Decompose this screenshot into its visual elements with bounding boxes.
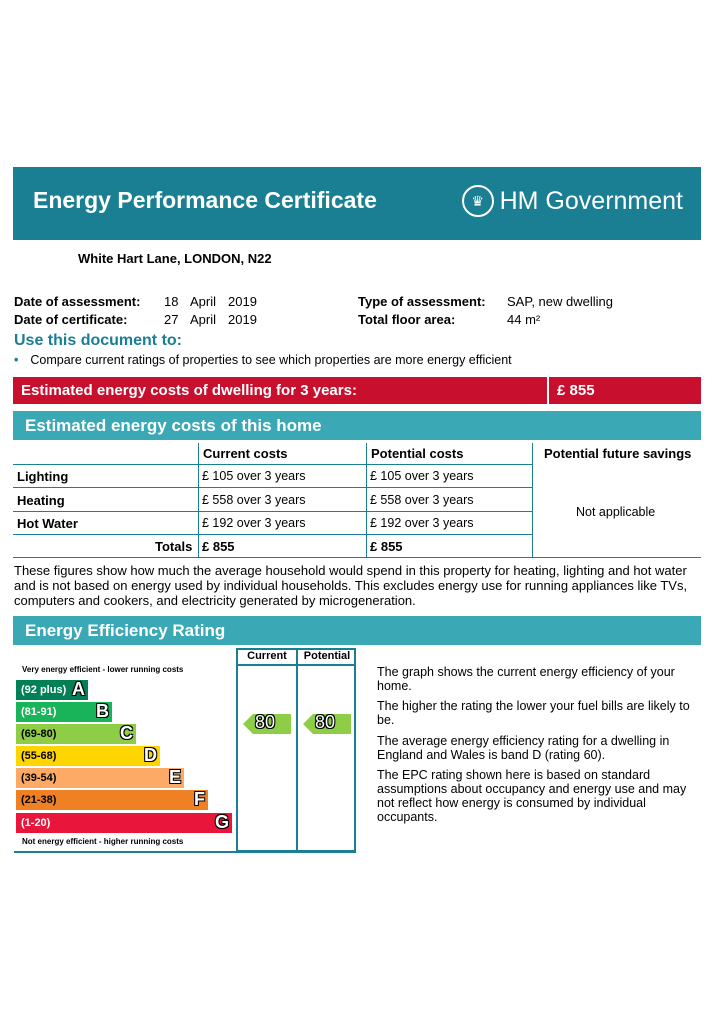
table-row-divider	[13, 511, 533, 512]
table-row-divider	[13, 464, 533, 465]
eer-text-3: The average energy efficiency rating for a dwelling in England and Wales is band D (rating 60).	[377, 734, 670, 762]
assessment-year: 2019	[228, 294, 257, 309]
rating-column-divider	[296, 648, 298, 852]
property-address: White Hart Lane, LONDON, N22	[78, 251, 272, 266]
band-e	[16, 768, 184, 788]
header-potential-costs: Potential costs	[371, 446, 464, 461]
table-row-divider	[13, 557, 701, 558]
band-a	[16, 680, 88, 700]
eer-text-1: The graph shows the current energy efficiency of your home.	[377, 665, 675, 693]
band-f	[16, 790, 208, 810]
estimated-cost-label: Estimated energy costs of dwelling for 3 years:	[21, 382, 357, 399]
row-label-hot-water: Hot Water	[17, 516, 78, 531]
band-b	[16, 702, 112, 722]
heating-current: £ 558 over 3 years	[202, 493, 306, 507]
band-a-letter: A	[72, 679, 85, 699]
chart-top-note: Very energy efficient - lower running costs	[22, 665, 184, 674]
header-future-savings: Potential future savings	[544, 446, 692, 461]
royal-crest-icon: ♛	[462, 185, 494, 217]
table-divider	[532, 443, 533, 558]
total-floor-area-value: 44 m²	[507, 312, 541, 327]
potential-rating-value: 80	[315, 712, 336, 732]
eer-text-2: The higher the rating the lower your fuel bills are likely to be.	[377, 699, 690, 727]
current-column-header: Current	[247, 650, 287, 662]
estimated-cost-value: £ 855	[557, 382, 595, 399]
heating-potential: £ 558 over 3 years	[370, 493, 474, 507]
lighting-current: £ 105 over 3 years	[202, 469, 306, 483]
hot-water-potential: £ 192 over 3 years	[370, 516, 474, 530]
estimated-cost-bar	[13, 377, 701, 404]
band-e-letter: E	[168, 767, 181, 787]
rating-bands	[16, 663, 236, 853]
table-divider	[198, 443, 199, 558]
type-of-assessment-label: Type of assessment:	[358, 294, 486, 309]
page-title: Energy Performance Certificate	[33, 187, 377, 213]
use-document-heading: Use this document to:	[14, 332, 183, 349]
chart-bottom-note: Not energy efficient - higher running costs	[22, 837, 184, 846]
total-floor-area-label: Total floor area:	[358, 312, 456, 327]
totals-label: Totals	[155, 539, 193, 554]
rating-header-divider	[236, 664, 356, 666]
assessment-day: 18	[164, 294, 179, 309]
band-c	[16, 724, 136, 744]
certificate-day: 27	[164, 312, 179, 327]
use-document-bullet	[14, 353, 512, 367]
bullet-text: Compare current ratings of properties to see which properties are more energy efficient	[30, 353, 512, 367]
band-f-range: (21-38)	[21, 794, 57, 806]
header-banner	[13, 167, 701, 240]
band-g	[16, 813, 232, 833]
eer-text-4: The EPC rating shown here is based on standard assumptions about occupancy and energy use and may not reflect how energy is consumed by individual occupants.	[377, 768, 687, 824]
band-g-range: (1-20)	[21, 817, 51, 829]
band-d-range: (55-68)	[21, 750, 57, 762]
date-of-certificate-label: Date of certificate:	[14, 312, 128, 327]
row-label-heating: Heating	[17, 493, 65, 508]
current-rating-value: 80	[255, 712, 276, 732]
eer-section-heading: Energy Efficiency Rating	[13, 616, 701, 645]
table-divider	[366, 443, 367, 558]
hm-government-logo	[462, 185, 683, 217]
potential-column-header: Potential	[303, 650, 351, 662]
band-g-letter: G	[214, 812, 229, 832]
total-potential: £ 855	[370, 539, 403, 554]
hot-water-current: £ 192 over 3 years	[202, 516, 306, 530]
lighting-potential: £ 105 over 3 years	[370, 469, 474, 483]
table-row-divider	[13, 487, 533, 488]
bullet-icon: •	[14, 353, 19, 367]
header-current-costs: Current costs	[203, 446, 288, 461]
logo-text: HM Government	[499, 186, 683, 215]
band-f-letter: F	[194, 789, 205, 809]
total-current: £ 855	[202, 539, 235, 554]
costs-table	[13, 443, 701, 558]
potential-rating-arrow	[303, 714, 351, 739]
band-d-letter: D	[144, 745, 157, 765]
assessment-month: April	[190, 294, 217, 309]
table-row-divider	[13, 534, 533, 535]
future-savings-value: Not applicable	[576, 505, 656, 519]
band-c-letter: C	[120, 723, 133, 743]
current-rating-arrow	[243, 714, 291, 739]
band-e-range: (39-54)	[21, 772, 57, 784]
band-d	[16, 746, 160, 766]
cost-bar-divider	[547, 377, 549, 404]
band-c-range: (69-80)	[21, 728, 57, 740]
band-b-range: (81-91)	[21, 706, 57, 718]
certificate-year: 2019	[228, 312, 257, 327]
costs-section-heading: Estimated energy costs of this home	[13, 411, 701, 440]
band-b-letter: B	[96, 701, 109, 721]
figures-note: These figures show how much the average household would spend in this property for heating, lighting and hot water and is not based on energy used by individual households. This excludes energy use for running appliances like TVs, computers and cookers, and electricity generated by microgeneration.	[14, 563, 688, 608]
certificate-month: April	[190, 312, 217, 327]
band-a-range: (92 plus)	[21, 684, 67, 696]
date-of-assessment-label: Date of assessment:	[14, 294, 141, 309]
type-of-assessment-value: SAP, new dwelling	[507, 294, 613, 309]
row-label-lighting: Lighting	[17, 469, 69, 484]
